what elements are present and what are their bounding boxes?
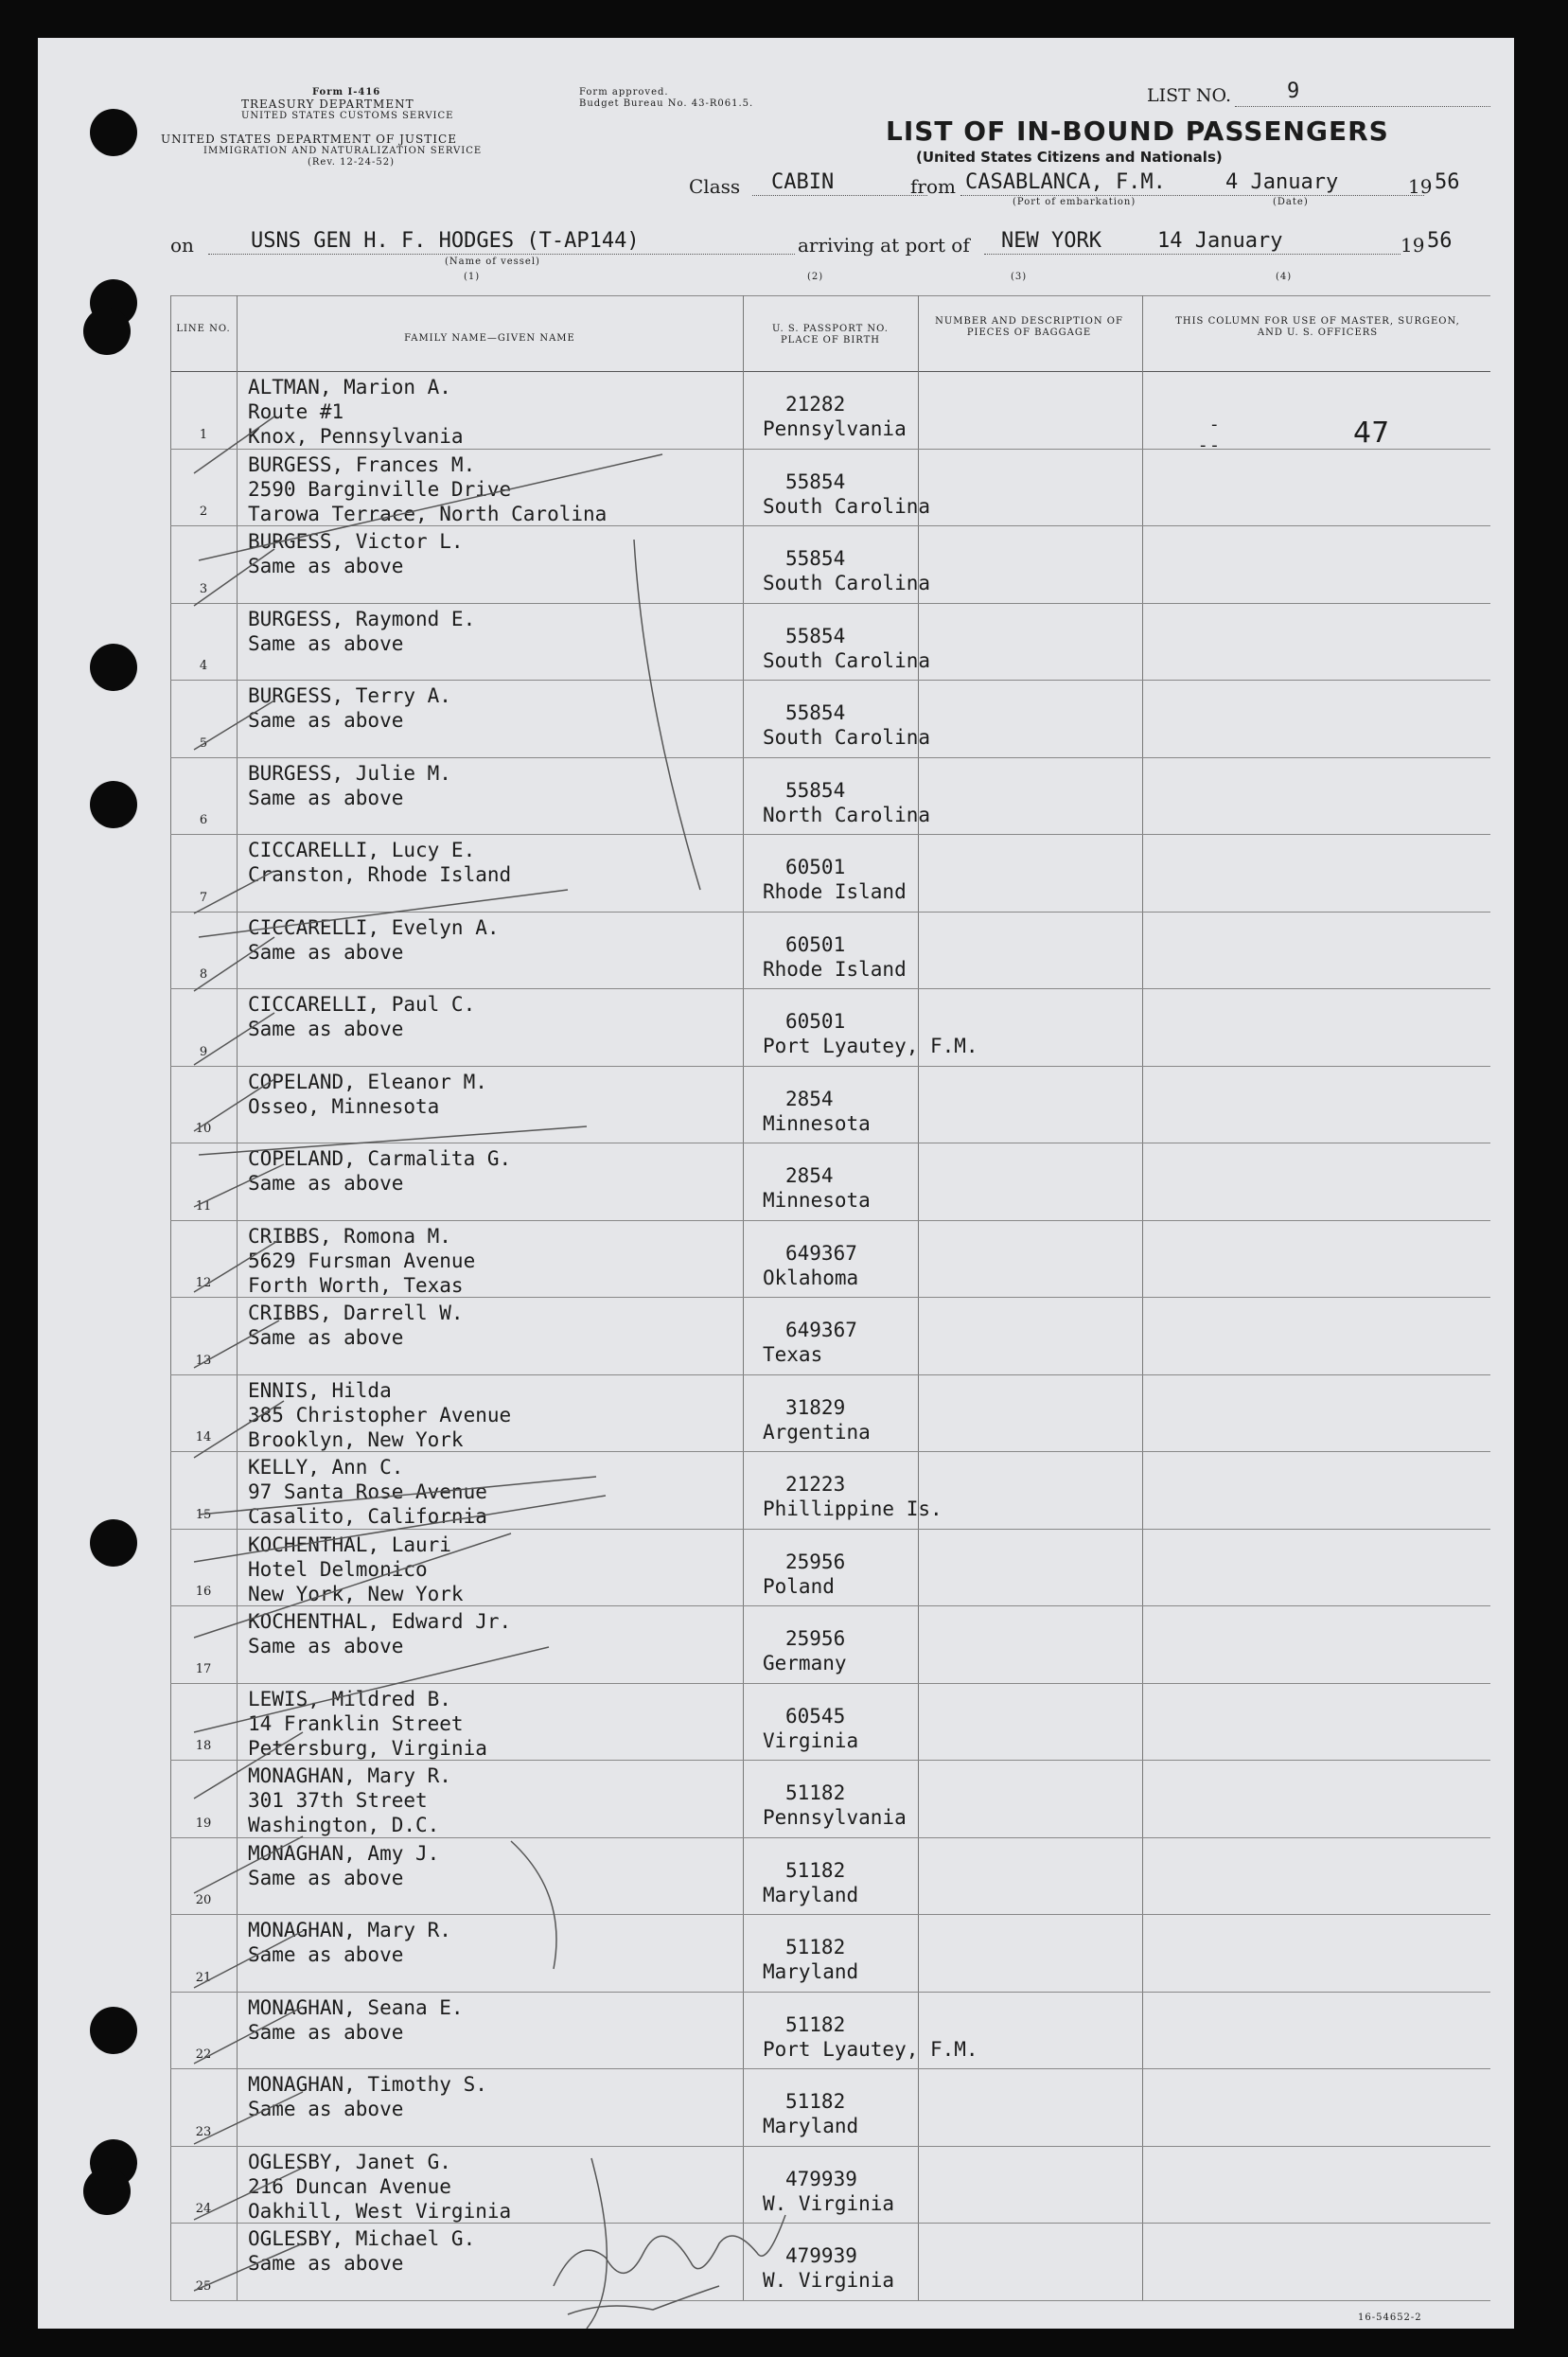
passenger-name: KOCHENTHAL, Lauri (248, 1533, 451, 1556)
col-ref-2: (2) (807, 272, 824, 282)
passenger-address: Oakhill, West Virginia (248, 2199, 512, 2223)
place-of-birth: South Carolina (763, 572, 931, 594)
passenger-address: Same as above (248, 940, 404, 964)
passport-number: 31829 (785, 1395, 846, 1419)
passenger-name: LEWIS, Mildred B. (248, 1687, 451, 1710)
passenger-address: Same as above (248, 709, 404, 732)
revision: (Rev. 12-24-52) (308, 157, 396, 168)
passenger-name: CICCARELLI, Evelyn A. (248, 915, 500, 939)
line-number: 20 (195, 1893, 212, 1907)
passport-number: 51182 (785, 1858, 846, 1882)
place-of-birth: Port Lyautey, F.M. (763, 2037, 978, 2061)
passenger-address: Hotel Delmonico (248, 1557, 428, 1581)
year-prefix-2: 19 (1401, 234, 1425, 257)
passenger-address: Same as above (248, 1172, 404, 1195)
passenger-name: MONAGHAN, Seana E. (248, 1995, 464, 2019)
passenger-name: CICCARELLI, Lucy E. (248, 839, 476, 861)
line-number: 23 (195, 2124, 212, 2139)
passenger-name: BURGESS, Victor L. (248, 530, 464, 553)
line-number: 13 (195, 1353, 212, 1368)
passport-number: 21282 (785, 393, 846, 416)
place-of-birth: South Carolina (763, 726, 931, 749)
form-approved: Form approved. (579, 87, 669, 97)
place-of-birth: Phillippine Is. (763, 1497, 943, 1520)
passenger-name: KOCHENTHAL, Edward Jr. (248, 1610, 512, 1633)
passport-number: 2854 (785, 1087, 834, 1110)
passenger-address: Same as above (248, 2020, 404, 2044)
passenger-address: Forth Worth, Texas (248, 1273, 464, 1297)
passenger-name: CRIBBS, Romona M. (248, 1224, 451, 1248)
passenger-address: 2590 Barginville Drive (248, 477, 512, 501)
passenger-name: MONAGHAN, Mary R. (248, 1919, 451, 1941)
passenger-address: Same as above (248, 1326, 404, 1349)
passenger-name: ENNIS, Hilda (248, 1378, 392, 1402)
arriving-label: arriving at port of (798, 234, 970, 257)
passenger-address: Knox, Pennsylvania (248, 425, 464, 448)
header-name: FAMILY NAME—GIVEN NAME (404, 333, 575, 344)
place-of-birth: Rhode Island (763, 880, 907, 903)
passenger-address: Osseo, Minnesota (248, 1094, 440, 1118)
place-of-birth: Maryland (763, 1960, 859, 1983)
passport-number: 55854 (785, 624, 846, 647)
passenger-address: Brooklyn, New York (248, 1427, 464, 1451)
passenger-address: Same as above (248, 2252, 404, 2275)
passport-number: 55854 (785, 470, 846, 493)
passenger-name: COPELAND, Carmalita G. (248, 1147, 512, 1170)
line-number: 11 (195, 1198, 212, 1214)
passenger-address: Same as above (248, 555, 404, 577)
line-number: 2 (199, 505, 208, 519)
class-label: Class (689, 175, 741, 198)
passenger-name: CRIBBS, Darrell W. (248, 1302, 464, 1324)
passenger-name: BURGESS, Raymond E. (248, 607, 476, 630)
line-number: 6 (199, 813, 208, 827)
passport-number: 51182 (785, 1936, 846, 1958)
passenger-address: Same as above (248, 786, 404, 809)
place-of-birth: South Carolina (763, 494, 931, 518)
passenger-name: BURGESS, Frances M. (248, 452, 476, 476)
from-label: from (910, 175, 956, 198)
line-number: 25 (195, 2278, 212, 2294)
passenger-name: CICCARELLI, Paul C. (248, 993, 476, 1016)
passenger-address: Casalito, California (248, 1505, 487, 1528)
passenger-address: Tarowa Terrace, North Carolina (248, 502, 608, 525)
passport-number: 51182 (785, 2012, 846, 2036)
line-number: 22 (195, 2047, 212, 2062)
header-line-no: LINE NO. (176, 324, 231, 334)
departure-year: 56 (1435, 170, 1460, 194)
place-of-birth: South Carolina (763, 648, 931, 672)
passenger-address: Same as above (248, 1635, 404, 1657)
passenger-address: 97 Santa Rose Avenue (248, 1480, 487, 1503)
line-number: 5 (199, 735, 208, 751)
place-of-birth: Minnesota (763, 1189, 871, 1212)
col-ref-3: (3) (1011, 272, 1028, 282)
passenger-name: COPELAND, Eleanor M. (248, 1070, 487, 1093)
place-of-birth: Oklahoma (763, 1266, 859, 1289)
header-officers: THIS COLUMN FOR USE OF MASTER, SURGEON, AND U. S. OFFICERS (1175, 316, 1460, 338)
passenger-address: Same as above (248, 1018, 404, 1040)
officer-count: 47 (1353, 416, 1390, 450)
budget-bureau: Budget Bureau No. 43-R061.5. (579, 98, 754, 109)
dept-treasury: TREASURY DEPARTMENT (241, 97, 414, 111)
arrival-year: 56 (1427, 229, 1453, 253)
handwritten-marks (38, 38, 1514, 2329)
passenger-name: BURGESS, Terry A. (248, 684, 451, 707)
arrival-port: NEW YORK (1001, 229, 1101, 253)
port-embark-caption: (Port of embarkation) (1013, 197, 1136, 207)
place-of-birth: Germany (763, 1652, 847, 1675)
form-number: Form I-416 (312, 87, 381, 97)
passenger-address: 14 Franklin Street (248, 1711, 464, 1735)
header-passport: U. S. PASSPORT NO. PLACE OF BIRTH (772, 324, 889, 346)
class-value: CABIN (771, 170, 835, 194)
passport-number: 649367 (785, 1319, 857, 1341)
passenger-address: 385 Christopher Avenue (248, 1403, 512, 1427)
passenger-address: Same as above (248, 2098, 404, 2120)
passenger-address: 301 37th Street (248, 1789, 428, 1812)
passport-number: 51182 (785, 1781, 846, 1804)
list-no-label: LIST NO. (1147, 85, 1231, 106)
passenger-address: Same as above (248, 1943, 404, 1966)
place-of-birth: Minnesota (763, 1111, 871, 1135)
line-number: 19 (195, 1816, 212, 1831)
passenger-address: Washington, D.C. (248, 1814, 440, 1836)
place-of-birth: Argentina (763, 1420, 871, 1444)
passport-number: 55854 (785, 547, 846, 570)
place-of-birth: W. Virginia (763, 2191, 895, 2215)
passenger-address: 216 Duncan Avenue (248, 2174, 451, 2198)
passport-number: 25956 (785, 1627, 846, 1650)
passport-number: 649367 (785, 1241, 857, 1265)
passenger-name: KELLY, Ann C. (248, 1456, 404, 1479)
manifest-page (38, 38, 1514, 2329)
dept-justice: UNITED STATES DEPARTMENT OF JUSTICE (161, 133, 457, 146)
line-number: 8 (199, 967, 208, 982)
vessel-caption: (Name of vessel) (445, 257, 540, 267)
passport-number: 60545 (785, 1704, 846, 1728)
passenger-address: Cranston, Rhode Island (248, 863, 512, 886)
line-number: 15 (195, 1507, 212, 1522)
arrival-date: 14 January (1157, 229, 1283, 253)
line-number: 12 (195, 1276, 212, 1290)
officer-mark: - - (1200, 435, 1218, 455)
footer-code: 16-54652-2 (1358, 2313, 1422, 2323)
year-prefix: 19 (1408, 175, 1433, 198)
passenger-address: Same as above (248, 631, 404, 655)
place-of-birth: W. Virginia (763, 2269, 895, 2292)
passport-number: 25956 (785, 1550, 846, 1573)
line-number: 24 (195, 2202, 212, 2216)
place-of-birth: Port Lyautey, F.M. (763, 1035, 978, 1057)
passport-number: 2854 (785, 1164, 834, 1187)
passenger-name: OGLESBY, Michael G. (248, 2227, 476, 2250)
line-number: 3 (199, 581, 208, 596)
page-title: LIST OF IN-BOUND PASSENGERS (886, 115, 1389, 147)
port-embarkation: CASABLANCA, F.M. (965, 170, 1166, 194)
place-of-birth: Virginia (763, 1728, 859, 1752)
passport-number: 55854 (785, 778, 846, 802)
departure-date: 4 January (1225, 170, 1339, 194)
line-number: 17 (195, 1661, 212, 1676)
on-label: on (170, 234, 194, 257)
place-of-birth: Rhode Island (763, 957, 907, 981)
passenger-name: MONAGHAN, Mary R. (248, 1764, 451, 1787)
place-of-birth: Pennsylvania (763, 1806, 907, 1829)
line-number: 7 (199, 890, 208, 905)
passport-number: 60501 (785, 932, 846, 956)
place-of-birth: North Carolina (763, 803, 931, 826)
date-caption: (Date) (1273, 197, 1309, 207)
passenger-address: 5629 Fursman Avenue (248, 1249, 476, 1272)
passport-number: 479939 (785, 2244, 857, 2267)
line-number: 10 (195, 1122, 212, 1136)
passenger-name: ALTMAN, Marion A. (248, 376, 451, 399)
place-of-birth: Maryland (763, 1883, 859, 1906)
passenger-name: MONAGHAN, Amy J. (248, 1841, 440, 1865)
dept-treasury-sub: UNITED STATES CUSTOMS SERVICE (241, 111, 454, 121)
passenger-address: New York, New York (248, 1582, 464, 1605)
header-baggage: NUMBER AND DESCRIPTION OF PIECES OF BAGGAGE (935, 316, 1123, 338)
col-ref-4: (4) (1276, 272, 1293, 282)
passenger-address: Same as above (248, 1866, 404, 1889)
place-of-birth: Poland (763, 1574, 835, 1598)
passenger-address: Petersburg, Virginia (248, 1736, 487, 1760)
passport-number: 60501 (785, 1010, 846, 1033)
passport-number: 60501 (785, 856, 846, 878)
passport-number: 479939 (785, 2167, 857, 2190)
line-number: 1 (199, 427, 208, 442)
passport-number: 55854 (785, 701, 846, 724)
officer-mark: - (1211, 415, 1218, 434)
line-number: 14 (195, 1430, 212, 1444)
passenger-address: Route #1 (248, 400, 344, 423)
place-of-birth: Pennsylvania (763, 417, 907, 440)
passport-number: 21223 (785, 1473, 846, 1496)
passenger-name: OGLESBY, Janet G. (248, 2150, 451, 2173)
passenger-name: MONAGHAN, Timothy S. (248, 2073, 487, 2096)
vessel-name: USNS GEN H. F. HODGES (T-AP144) (251, 229, 640, 253)
list-no-value: 9 (1287, 80, 1300, 103)
page-subtitle: (United States Citizens and Nationals) (916, 149, 1223, 166)
line-number: 4 (199, 659, 208, 673)
place-of-birth: Maryland (763, 2115, 859, 2137)
col-ref-1: (1) (464, 272, 481, 282)
line-number: 9 (199, 1044, 208, 1059)
passenger-name: BURGESS, Julie M. (248, 761, 451, 785)
line-number: 16 (195, 1585, 212, 1599)
place-of-birth: Texas (763, 1343, 823, 1366)
line-number: 18 (195, 1739, 212, 1753)
line-number: 21 (195, 1970, 212, 1985)
dept-justice-sub: IMMIGRATION AND NATURALIZATION SERVICE (203, 146, 483, 156)
passport-number: 51182 (785, 2090, 846, 2113)
